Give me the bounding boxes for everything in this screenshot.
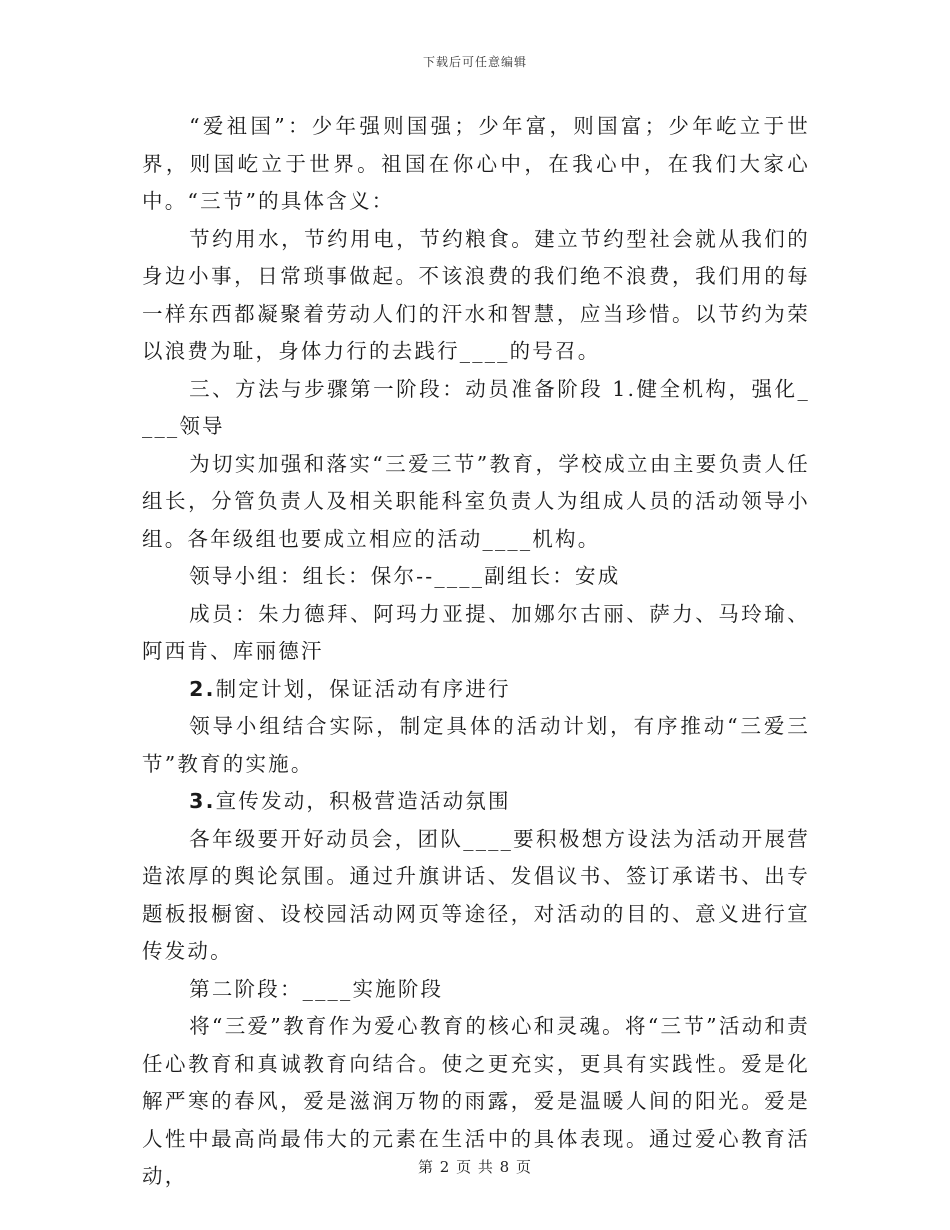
paragraph-love-country: “爱祖国”：少年强则国强；少年富，则国富；少年屹立于世界，则国屹立于世界。祖国在你心中，在我心中，在我们大家心中。“三节”的具体含义： [142,114,810,213]
paragraph-love-education: 将“三爱”教育作为爱心教育的核心和灵魂。将“三节”活动和责任心教育和真诚教育向结合。使之更充实，更具有实践性。爱是化解严寒的春风，爱是滋润万物的雨露，爱是温暖人间的阳光。爱是人性中最高尚最伟大的元素在生活中的具体表现。通过爱心教育活动， [142,1014,810,1188]
paragraph-publicity: 各年级要开好动员会，团队____要积极想方设法为活动开展营造浓厚的舆论氛围。通过升旗讲话、发倡议书、签订承诺书、出专题板报橱窗、设校园活动网页等途径，对活动的目的、意义进行宣传发动。 [142,826,810,963]
item-number: 2. [189,676,216,701]
paragraph-leadership-group: 为切实加强和落实“三爱三节”教育，学校成立由主要负责人任组长，分管负责人及相关职能科室负责人为组成人员的活动领导小组。各年级组也要成立相应的活动____机构。 [142,451,810,551]
page-number: 第 2 页 共 8 页 [418,1158,532,1176]
paragraph-plan: 领导小组结合实际，制定具体的活动计划，有序推动“三爱三节”教育的实施。 [142,714,810,776]
stage-heading-implementation: 第二阶段：____实施阶段 [189,976,444,1001]
page-header: 下载后可任意编辑 [422,55,527,69]
item-heading-text: 制定计划，保证活动有序进行 [215,676,511,701]
paragraph-group-leaders: 领导小组：组长：保尔--____副组长：安成 [189,564,621,588]
item-heading-plan [142,671,810,709]
paragraph-members: 成员：朱力德拜、阿玛力亚提、加娜尔古丽、萨力、马玲瑜、阿西肯、库丽德汗 [142,601,810,663]
section-heading-methods: 三、方法与步骤第一阶段：动员准备阶段 1.健全机构，强化____领导 [142,376,810,438]
item-number: 3. [189,789,216,813]
document-body [142,108,810,1196]
item-heading-text: 宣传发动，积极营造活动氛围 [215,789,511,813]
item-heading-publicity [142,783,810,821]
paragraph-saving: 节约用水，节约用电，节约粮食。建立节约型社会就从我们的身边小事，日常琐事做起。不该浪费的我们绝不浪费，我们用的每一样东西都凝聚着劳动人们的汗水和智慧，应当珍惜。以节约为荣以浪费为耻，身体力行的去践行____的号召。 [142,226,810,363]
